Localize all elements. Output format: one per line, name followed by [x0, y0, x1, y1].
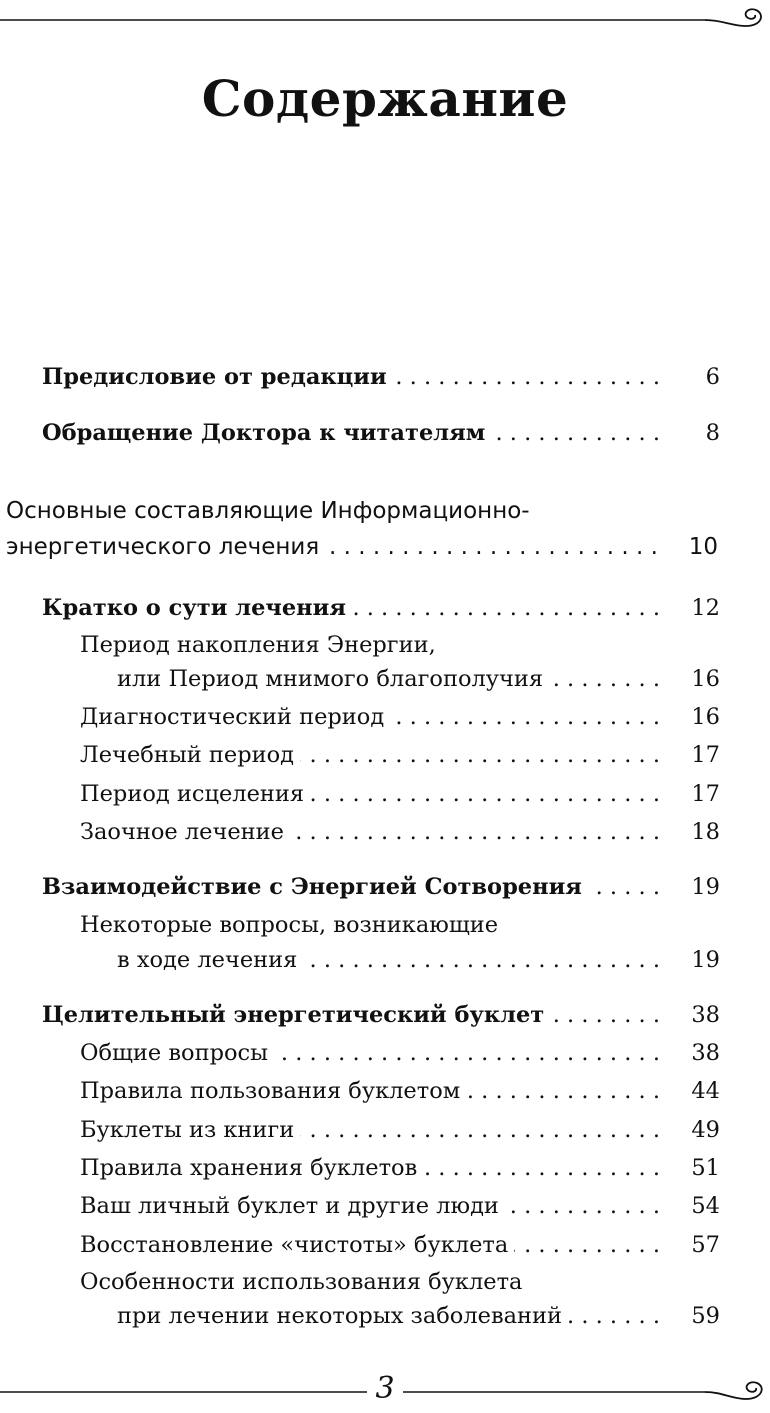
toc-leader-dots: [568, 1305, 660, 1328]
toc-leader-dots: [550, 1004, 660, 1027]
toc-entry-label: Взаимодействие с Энергией Сотворения: [42, 874, 582, 900]
toc-entry-brief[interactable]: [42, 597, 720, 620]
toc-entry-page: 19: [691, 874, 720, 900]
toc-entry-label: Ваш личный буклет и другие люди: [80, 1193, 499, 1219]
toc-leader-dots: [300, 744, 660, 767]
toc-leader-dots: [393, 366, 660, 389]
toc-entry-preface[interactable]: [42, 366, 720, 389]
top-ornament-rule: [0, 0, 770, 40]
toc-entry-page: 17: [691, 742, 720, 768]
bottom-ornament-rule: [0, 1372, 770, 1413]
toc-entry-diagnostic[interactable]: [80, 706, 720, 729]
toc-entry-page: 16: [691, 704, 720, 730]
toc-leader-dots: [390, 706, 660, 729]
toc-leader-dots: [514, 1234, 660, 1257]
toc-entry-label: Общие вопросы: [80, 1040, 269, 1066]
toc-entry-label: Буклеты из книги: [80, 1117, 295, 1143]
toc-leader-dots: [290, 821, 660, 844]
toc-entry-remote[interactable]: [80, 821, 720, 844]
toc-entry-page: 51: [691, 1155, 720, 1181]
footer-page-number-text: 3: [367, 1371, 402, 1406]
toc-entry-page: 18: [691, 819, 720, 845]
toc-entry-healing[interactable]: [80, 783, 720, 806]
toc-entry-accumulation[interactable]: [117, 668, 720, 691]
toc-leader-dots: [300, 1119, 660, 1142]
toc-leader-dots: [588, 876, 660, 899]
toc-entry-restoration[interactable]: [80, 1234, 720, 1257]
toc-entry-page: 38: [691, 1040, 720, 1066]
toc-entry-usage-rules[interactable]: [80, 1080, 720, 1103]
toc-entry-page: 59: [691, 1303, 720, 1329]
toc-entry-label: Кратко о сути лечения: [42, 595, 346, 621]
toc-entry-label: или Период мнимого благополучия: [117, 666, 544, 692]
toc-entry-page: 12: [691, 595, 720, 621]
toc-entry-questions[interactable]: [117, 949, 720, 972]
toc-entry-label: энергетического лечения: [6, 534, 320, 560]
toc-leader-dots: [505, 1195, 660, 1218]
toc-leader-dots: [352, 597, 660, 620]
toc-entry-label: Лечебный период: [80, 742, 294, 768]
toc-entry-page: 54: [691, 1193, 720, 1219]
toc-leader-dots: [466, 1080, 660, 1103]
toc-entry-general[interactable]: [80, 1042, 720, 1065]
toc-entry-components-line1[interactable]: Основные составляющие Информационно-: [6, 498, 530, 524]
page-title: Содержание: [201, 69, 569, 128]
toc-leader-dots: [274, 1042, 660, 1065]
toc-entry-label: при лечении некоторых заболеваний: [117, 1303, 563, 1329]
toc-entry-diseases-line1[interactable]: Особенности использования буклета: [80, 1269, 523, 1295]
toc-entry-label: Период исцеления: [80, 781, 305, 807]
toc-entry-page: 16: [691, 666, 720, 692]
toc-leader-dots: [325, 536, 658, 559]
toc-entry-label: Восстановление «чистоты» буклета: [80, 1232, 509, 1258]
toc-entry-book-booklets[interactable]: [80, 1119, 720, 1142]
toc-entry-label: Предисловие от редакции: [42, 364, 387, 390]
toc-entry-label: Обращение Доктора к читателям: [42, 420, 486, 446]
toc-entry-page: 57: [691, 1232, 720, 1258]
toc-entry-components[interactable]: [6, 536, 718, 559]
toc-entry-personal-booklet[interactable]: [80, 1195, 720, 1218]
toc-entry-label: Правила пользования буклетом: [80, 1078, 461, 1104]
toc-entry-questions-line1[interactable]: Некоторые вопросы, возникающие: [80, 912, 499, 938]
toc-entry-page: 8: [705, 420, 720, 446]
toc-entry-label: Заочное лечение: [80, 819, 284, 845]
toc-entry-interaction[interactable]: [42, 876, 720, 899]
toc-entry-page: 10: [688, 534, 718, 560]
toc-entry-page: 19: [691, 947, 720, 973]
toc-leader-dots: [491, 422, 660, 445]
toc-entry-storage-rules[interactable]: [80, 1157, 720, 1180]
toc-leader-dots: [423, 1157, 660, 1180]
toc-leader-dots: [303, 949, 660, 972]
toc-entry-booklet[interactable]: [42, 1004, 720, 1027]
toc-entry-page: 38: [691, 1002, 720, 1028]
toc-entry-page: 44: [691, 1078, 720, 1104]
toc-entry-page: 17: [691, 781, 720, 807]
toc-entry-accumulation-line1[interactable]: Период накопления Энергии,: [80, 632, 436, 658]
toc-entry-label: Целительный энергетический буклет: [42, 1002, 545, 1028]
toc-entry-treatment[interactable]: [80, 744, 720, 767]
toc-entry-label: Правила хранения буклетов: [80, 1155, 418, 1181]
toc-leader-dots: [549, 668, 660, 691]
toc-entry-diseases[interactable]: [117, 1305, 720, 1328]
toc-entry-page: 6: [705, 364, 720, 390]
toc-entry-label: в ходе лечения: [117, 947, 298, 973]
toc-leader-dots: [310, 783, 660, 806]
toc-entry-page: 49: [691, 1117, 720, 1143]
toc-entry-address[interactable]: [42, 422, 720, 445]
toc-entry-label: Диагностический период: [80, 704, 385, 730]
